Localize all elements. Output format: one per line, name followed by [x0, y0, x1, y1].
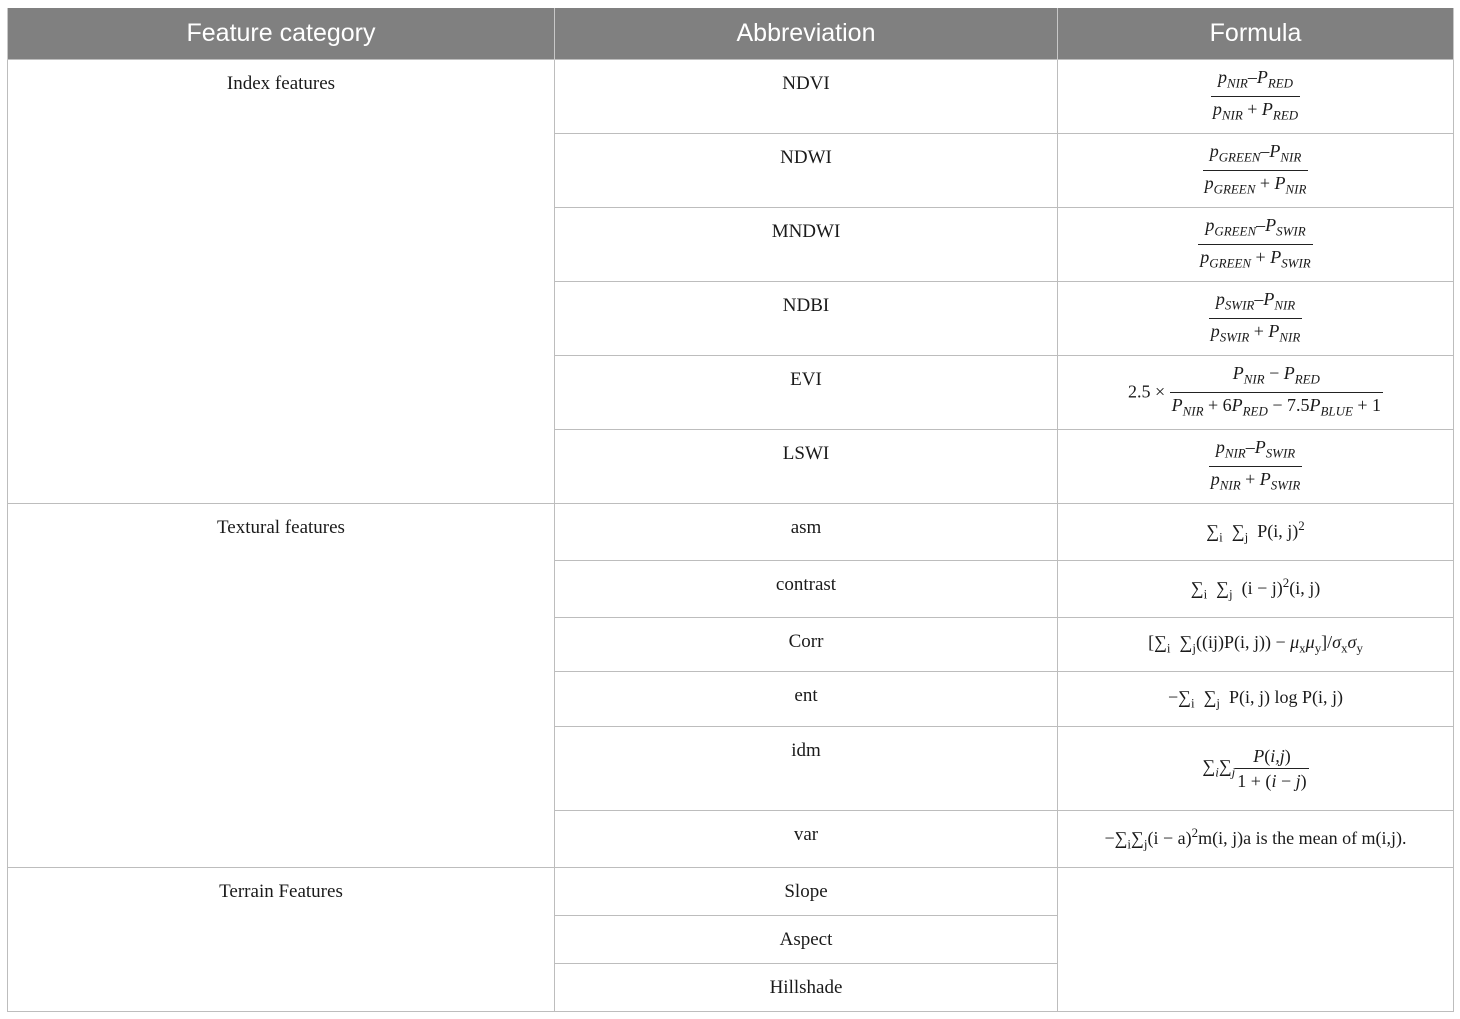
category-index-features: Index features: [8, 60, 555, 504]
abbr-cell: Hillshade: [555, 964, 1058, 1012]
abbr-cell: contrast: [555, 561, 1058, 618]
formula-empty-cell: [1058, 868, 1454, 1012]
abbr-cell: Corr: [555, 618, 1058, 672]
formula-ndbi: $\frac{p_{SWIR}-P_{NIR}}{p_{SWIR} + P_{NIR}}$: [1058, 282, 1454, 356]
header-abbreviation: Abbreviation: [555, 8, 1058, 60]
formula-evi: 2.5 × $\frac{P_{NIR} - P_{RED}}{P_{NIR} + 6P_{RED} - 7.5P_{BLUE} + 1}$: [1058, 356, 1454, 430]
formula-ent: $-\sum_i$ $\sum_j$ P(i, j) log P(i, j): [1058, 672, 1454, 727]
abbr-cell: EVI: [555, 356, 1058, 430]
header-feature-category: Feature category: [8, 8, 555, 60]
table-row: [8, 60, 1454, 134]
header-row: [8, 8, 1454, 60]
abbr-cell: NDVI: [555, 60, 1058, 134]
formula-corr: [$\sum_i$ $\sum_j((ij)P(i$, $j)) - \mu_x\mu_y]/\sigma_x\sigma_y$: [1058, 618, 1454, 672]
formula-idm: $\sum_i\sum_j$ $\frac{P(i,j)}{1 + (i - j)}$: [1058, 727, 1454, 811]
formula-mndwi: $\frac{p_{GREEN}-P_{SWIR}}{p_{GREEN} + P_{SWIR}}$: [1058, 208, 1454, 282]
category-terrain-features: Terrain Features: [8, 868, 555, 1012]
abbr-cell: MNDWI: [555, 208, 1058, 282]
header-formula: Formula: [1058, 8, 1454, 60]
abbr-cell: ent: [555, 672, 1058, 727]
abbr-cell: asm: [555, 504, 1058, 561]
abbr-cell: Slope: [555, 868, 1058, 916]
formula-contrast: $\sum_i$ $\sum_j$ $(i - j)^2(i$, j): [1058, 561, 1454, 618]
formula-ndwi: $\frac{p_{GREEN}-P_{NIR}}{p_{GREEN} + P_{NIR}}$: [1058, 134, 1454, 208]
formula-var: $-\sum_i\sum_j(i - a)^2m(i$, j)a is the mean of m(i,j).: [1058, 811, 1454, 868]
category-textural-features: Textural features: [8, 504, 555, 868]
feature-table: [7, 8, 1454, 1012]
table-row: [8, 504, 1454, 561]
abbr-cell: NDBI: [555, 282, 1058, 356]
abbr-cell: idm: [555, 727, 1058, 811]
abbr-cell: var: [555, 811, 1058, 868]
formula-asm: $\sum_i$ $\sum_j$ P(i, j)$^2$: [1058, 504, 1454, 561]
formula-ndvi: $\frac{p_{NIR}-P_{RED}}{p_{NIR} + P_{RED}}$: [1058, 60, 1454, 134]
abbr-cell: NDWI: [555, 134, 1058, 208]
table-row: [8, 868, 1454, 916]
abbr-cell: Aspect: [555, 916, 1058, 964]
formula-lswi: $\frac{p_{NIR}-P_{SWIR}}{p_{NIR} + P_{SWIR}}$: [1058, 430, 1454, 504]
abbr-cell: LSWI: [555, 430, 1058, 504]
